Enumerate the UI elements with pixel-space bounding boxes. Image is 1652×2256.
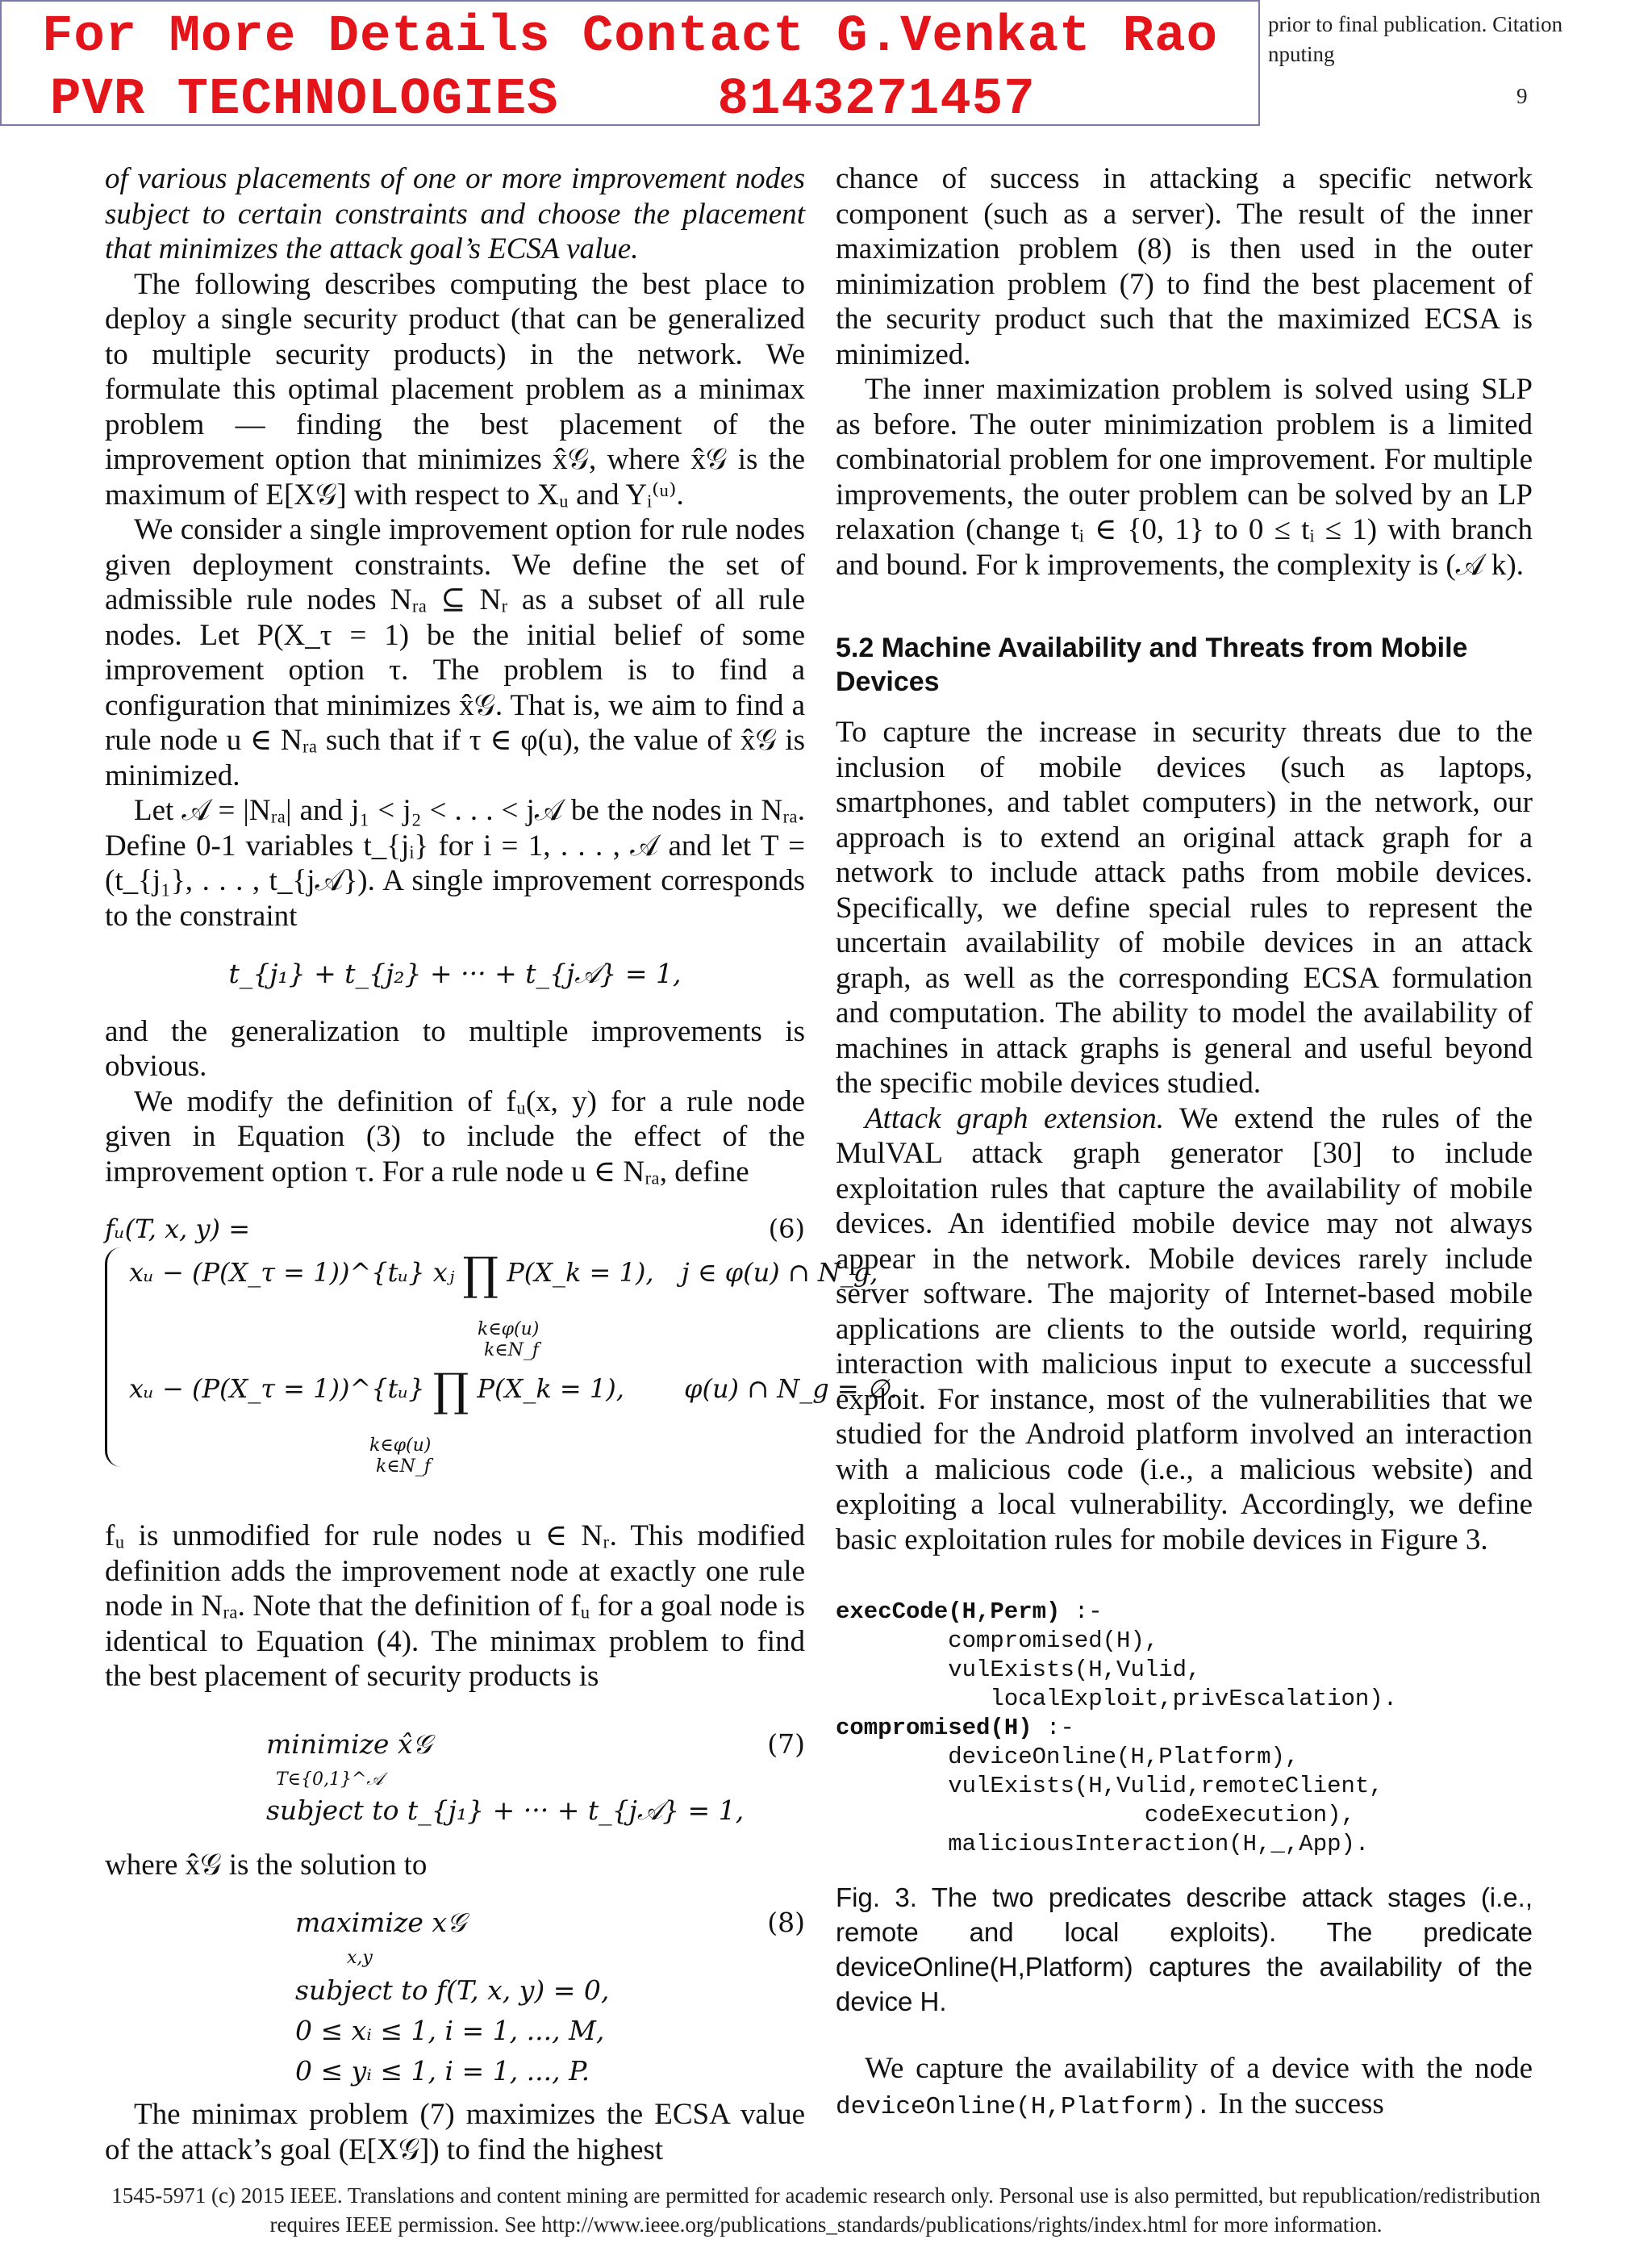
figure-caption: Fig. 3. The two predicates describe attack stages (i.e., remote and local exploits). The predicate deviceOnline(H,Platform) captures the availability of the device H. bbox=[836, 1882, 1533, 2016]
eq8-c3: 0 ≤ yᵢ ≤ 1, i = 1, ..., P. bbox=[295, 2055, 590, 2087]
banner-company: PVR TECHNOLOGIES bbox=[50, 71, 559, 129]
eq6-case2-sub2: k∈N_f bbox=[376, 1456, 432, 1477]
right-column bbox=[836, 161, 1533, 2124]
eq6-case1-prob: P(X_k = 1), bbox=[507, 1257, 654, 1288]
page-number: 9 bbox=[1516, 84, 1528, 108]
paragraph bbox=[836, 2051, 1533, 2124]
eq6-case2 bbox=[129, 1364, 898, 1417]
product-symbol: ∏ bbox=[462, 1247, 499, 1301]
eq8-objective: maximize x𝒢 bbox=[295, 1907, 466, 1938]
eq6-case2-sub1: k∈φ(u) bbox=[369, 1435, 432, 1456]
eq8-c2: 0 ≤ xᵢ ≤ 1, i = 1, ..., M, bbox=[295, 2015, 605, 2046]
product-symbol: ∏ bbox=[432, 1364, 469, 1417]
running-header bbox=[1268, 10, 1647, 69]
paragraph: We consider a single improvement option for rule nodes given deployment constraints. We define the set of admissible rule nodes Nᵣₐ ⊆ Nᵣ as a subset of all rule nodes. Let P(X_τ = 1) be the initial belief of some improvement option τ. The problem is to find a configuration that minimizes x̂𝒢. That is, we aim to find a rule node u ∈ Nᵣₐ such that if τ ∈ φ(u), the value of x̂𝒢 is minimized. bbox=[105, 513, 805, 792]
paragraph-start: We capture the availability of a device with the node bbox=[865, 2052, 1533, 2085]
code-line: vulExists(H,Vulid,remoteClient, bbox=[836, 1773, 1383, 1799]
footer-line2: requires IEEE permission. See http://www.ieee.org/publications_standards/publications/rights/index.html for more information. bbox=[269, 2212, 1383, 2237]
eq6-case1-sub1: k∈φ(u) bbox=[478, 1319, 540, 1339]
section-heading: 5.2 Machine Availability and Threats from Mobile Devices bbox=[836, 633, 1468, 697]
constraint-equation: t_{j₁} + t_{j₂} + ··· + t_{j𝒜} = 1, bbox=[228, 958, 682, 989]
eq7-number: (7) bbox=[767, 1728, 805, 1760]
eq8-number: (8) bbox=[767, 1907, 805, 1938]
paragraph: The minimax problem (7) maximizes the ECSA value of the attack’s goal (E[X𝒢]) to find the highest bbox=[105, 2098, 805, 2166]
eq6-case1-term: xᵤ − (P(X_τ = 1))^{tᵤ} xⱼ bbox=[129, 1257, 455, 1288]
paragraph: chance of success in attacking a specific network component (such as a server). The result of the inner maximization problem (8) is then used in the outer minimization problem (7) to find the best placement of the security product such that the maximized ECSA is minimized. bbox=[836, 162, 1533, 371]
code-line: deviceOnline(H,Platform), bbox=[836, 1744, 1299, 1770]
paragraph: fᵤ is unmodified for rule nodes u ∈ Nᵣ. This modified definition adds the improvement node at exactly one rule node in Nᵣₐ. Note that the definition of fᵤ for a goal node is identical to Equation (4). The minimax problem to find the best placement of security products is bbox=[105, 1519, 805, 1693]
eq6-case2-term: xᵤ − (P(X_τ = 1))^{tᵤ} bbox=[129, 1373, 425, 1404]
banner-contact-line: For More Details Contact G.Venkat Rao bbox=[41, 8, 1219, 66]
eq7-under: T∈{0,1}^𝒜 bbox=[276, 1769, 384, 1790]
contact-banner bbox=[0, 0, 1260, 129]
equation-7 bbox=[105, 1727, 805, 1833]
code-listing bbox=[836, 1598, 1533, 1859]
paragraph-end: In the success bbox=[1218, 2087, 1384, 2120]
eq8-c1: subject to f(T, x, y) = 0, bbox=[295, 1974, 610, 2006]
equation-8 bbox=[105, 1897, 805, 2097]
paragraph bbox=[836, 1101, 1533, 1558]
eq6-number: (6) bbox=[768, 1214, 805, 1244]
eq6-case2-cond: φ(u) ∩ N_g = ∅. bbox=[684, 1373, 898, 1404]
paragraph: where x̂𝒢 is the solution to bbox=[105, 1848, 428, 1882]
paragraph: The inner maximization problem is solved using SLP as before. The outer minimization problem is a limited combinatorial problem for one improvement. For multiple improvements, the outer problem can be solved by an LP relaxation (change tᵢ ∈ {0, 1} to 0 ≤ tᵢ ≤ 1) with branch and bound. For k improvements, the complexity is (𝒜 k). bbox=[836, 373, 1533, 582]
eq6-case1-sub2: k∈N_f bbox=[484, 1340, 540, 1360]
code-sep: :- bbox=[1060, 1598, 1103, 1625]
eq8-under: x,y bbox=[347, 1948, 373, 1968]
code-line: codeExecution), bbox=[836, 1802, 1355, 1828]
inline-code: deviceOnline(H,Platform). bbox=[836, 2092, 1212, 2121]
copyright-footer bbox=[0, 2181, 1652, 2239]
code-line: vulExists(H,Vulid, bbox=[836, 1656, 1201, 1683]
banner-company-line bbox=[50, 71, 1307, 129]
left-column bbox=[105, 161, 898, 2167]
eq6-case1-cond: j ∈ φ(u) ∩ N_g, bbox=[681, 1257, 878, 1288]
eq6-lhs: fᵤ(T, x, y) = bbox=[105, 1214, 251, 1244]
running-header-line2: nputing bbox=[1268, 42, 1335, 66]
code-line: localExploit,privEscalation). bbox=[836, 1686, 1398, 1712]
code-line: maliciousInteraction(H,_,App). bbox=[836, 1831, 1370, 1857]
code-head: execCode(H,Perm) bbox=[836, 1598, 1061, 1625]
eq6-case1 bbox=[129, 1247, 878, 1301]
paragraph: and the generalization to multiple improvements is obvious. bbox=[105, 1014, 805, 1083]
eq6-case2-prob: P(X_k = 1), bbox=[477, 1373, 624, 1404]
paragraph: Let 𝒜 = |Nᵣₐ| and j₁ < j₂ < . . . < j𝒜 be the nodes in Nᵣₐ. Define 0-1 variables t_{jᵢ} for i = 1, . . . , 𝒜 and let T = (t_{j₁}, . . . , t_{j𝒜}). A single improvement corresponds to the constraint bbox=[105, 794, 805, 933]
code-head: compromised(H) bbox=[836, 1715, 1032, 1741]
paragraph-lead: Attack graph extension. bbox=[865, 1101, 1165, 1135]
paragraph: of various placements of one or more improvement nodes subject to certain constraints and choose the placement that minimizes the attack goal’s ECSA value. bbox=[105, 162, 805, 265]
code-line: compromised(H), bbox=[836, 1627, 1159, 1654]
banner-phone: 8143271457 bbox=[717, 71, 1036, 129]
running-header-line1: prior to final publication. Citation bbox=[1268, 12, 1563, 36]
paragraph: To capture the increase in security threats due to the inclusion of mobile devices (such as laptops, smartphones, and tablet computers) in the network, our approach is to extend an original attack graph for a network to include attack paths from mobile devices. Specifically, we define special rules to represent the uncertain availability of mobile devices in an attack graph, as well as the corresponding ECSA formulation and computation. The ability to model the availability of machines in attack graphs is general and useful beyond the specific mobile devices studied. bbox=[836, 716, 1533, 1100]
eq7-objective: minimize x̂𝒢 bbox=[266, 1728, 432, 1760]
paragraph-body: We extend the rules of the MulVAL attack graph generator [30] to include exploitation rules that capture the availability of mobile devices. An identified mobile device may not always appear in the network. Mobile devices rarely include server software. The majority of Internet-based mobile applications are clients to the outside world, requiring interaction with malicious input to execute a successful exploit. For instance, most of the vulnerabilities that we studied for the Android platform involved an interaction with a malicious code (i.e., a malicious website) and exploiting a local vulnerability. Accordingly, we define basic exploitation rules for mobile devices in Figure 3. bbox=[836, 1101, 1533, 1556]
eq6-brace bbox=[105, 1247, 122, 1467]
paragraph: The following describes computing the best place to deploy a single security product (that can be generalized to multiple security products) in the network. We formulate this optimal placement problem as a minimax problem — finding the best placement of the improvement option that minimizes x̂𝒢, where x̂𝒢 is the maximum of E[X𝒢] with respect to Xᵤ and Yᵢ⁽ᵘ⁾. bbox=[105, 267, 805, 512]
equation-6 bbox=[105, 1212, 898, 1486]
eq7-constraint: subject to t_{j₁} + ··· + t_{j𝒜} = 1, bbox=[266, 1794, 745, 1826]
paragraph: We modify the definition of fᵤ(x, y) for a rule node given in Equation (3) to include the effect of the improvement option τ. For a rule node u ∈ Nᵣₐ, define bbox=[105, 1084, 805, 1189]
footer-line1: 1545-5971 (c) 2015 IEEE. Translations and content mining are permitted for academic research only. Personal use is also permitted, but republication/redistribution bbox=[111, 2183, 1541, 2208]
code-sep: :- bbox=[1032, 1715, 1074, 1741]
